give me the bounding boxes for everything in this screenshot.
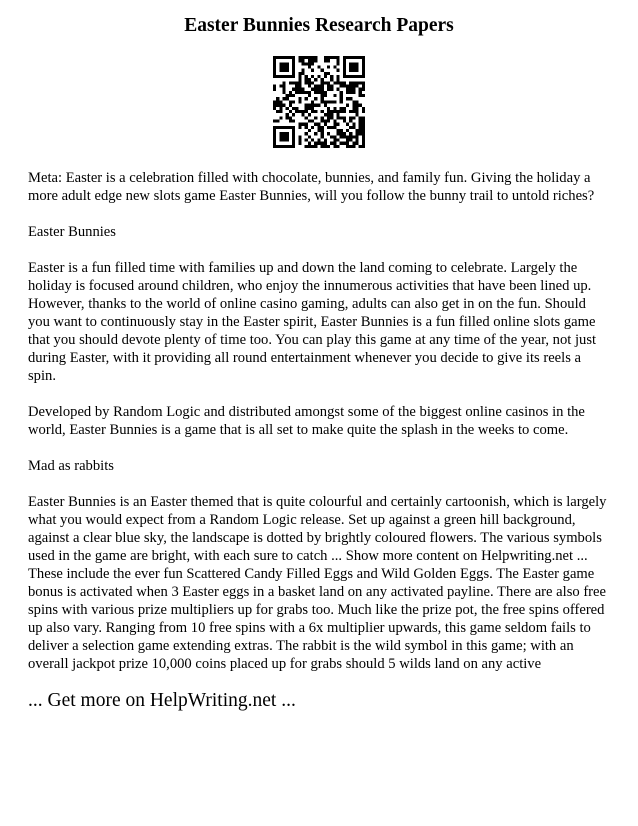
body-paragraph: Easter is a fun filled time with families up and down the land coming to celebrate. Largely the holiday is focused around children, who enjoy the innumerous activities that have been lined up. However, thanks to the world of online casino gaming, adults can also get in on the fun. Should you want to continuously stay in the Easter spirit, Easter Bunnies is a fun filled online slots game that you should devote plenty of time too. You can play this game at any time of the year, not just during Easter, with it providing all round entertainment whenever you decide to give its reels a spin. — [28, 260, 597, 384]
body-paragraph: Easter Bunnies is an Easter themed that is quite colourful and certainly cartoonish, which is largely what you would expect from a Random Logic release. Set up against a green hill background, against a clear blue sky, the landscape is dotted by brightly coloured flowers. The various symbols used in the game are bright, with each sure to catch ... Show more content on Helpwriting.net ... — [28, 494, 607, 564]
page-title: Easter Bunnies Research Papers — [184, 15, 454, 36]
get-more-link[interactable]: ... Get more on HelpWriting.net ... — [28, 690, 296, 711]
qr-code-icon — [273, 56, 365, 148]
meta-paragraph: Meta: Easter is a celebration filled with chocolate, bunnies, and family fun. Giving the holiday a more adult edge new slots game Easter Bunnies, will you follow the bunny trail to untold riches? — [28, 170, 595, 204]
document-body — [28, 169, 610, 673]
body-paragraph: These include the ever fun Scattered Candy Filled Eggs and Wild Golden Eggs. The Easter game bonus is activated when 3 Easter eggs in a basket land on any activated payline. There are also free spins with various prize multipliers up for grabs too. Much like the prize pot, the free spins offered up also vary. Ranging from 10 free spins with a 6x multiplier upwards, this game seldom fails to deliver a selection game extending extras. The rabbit is the wild symbol in this game; with an overall jackpot prize 10,000 coins placed up for grabs should 5 wilds land on any active — [28, 566, 606, 672]
body-paragraph: Developed by Random Logic and distributed amongst some of the biggest online casinos in the world, Easter Bunnies is a game that is all set to make quite the splash in the weeks to come. — [28, 404, 585, 438]
qr-code-container — [28, 56, 610, 148]
section-heading-mad-as-rabbits: Mad as rabbits — [28, 458, 114, 474]
section-heading-easter-bunnies: Easter Bunnies — [28, 224, 116, 240]
